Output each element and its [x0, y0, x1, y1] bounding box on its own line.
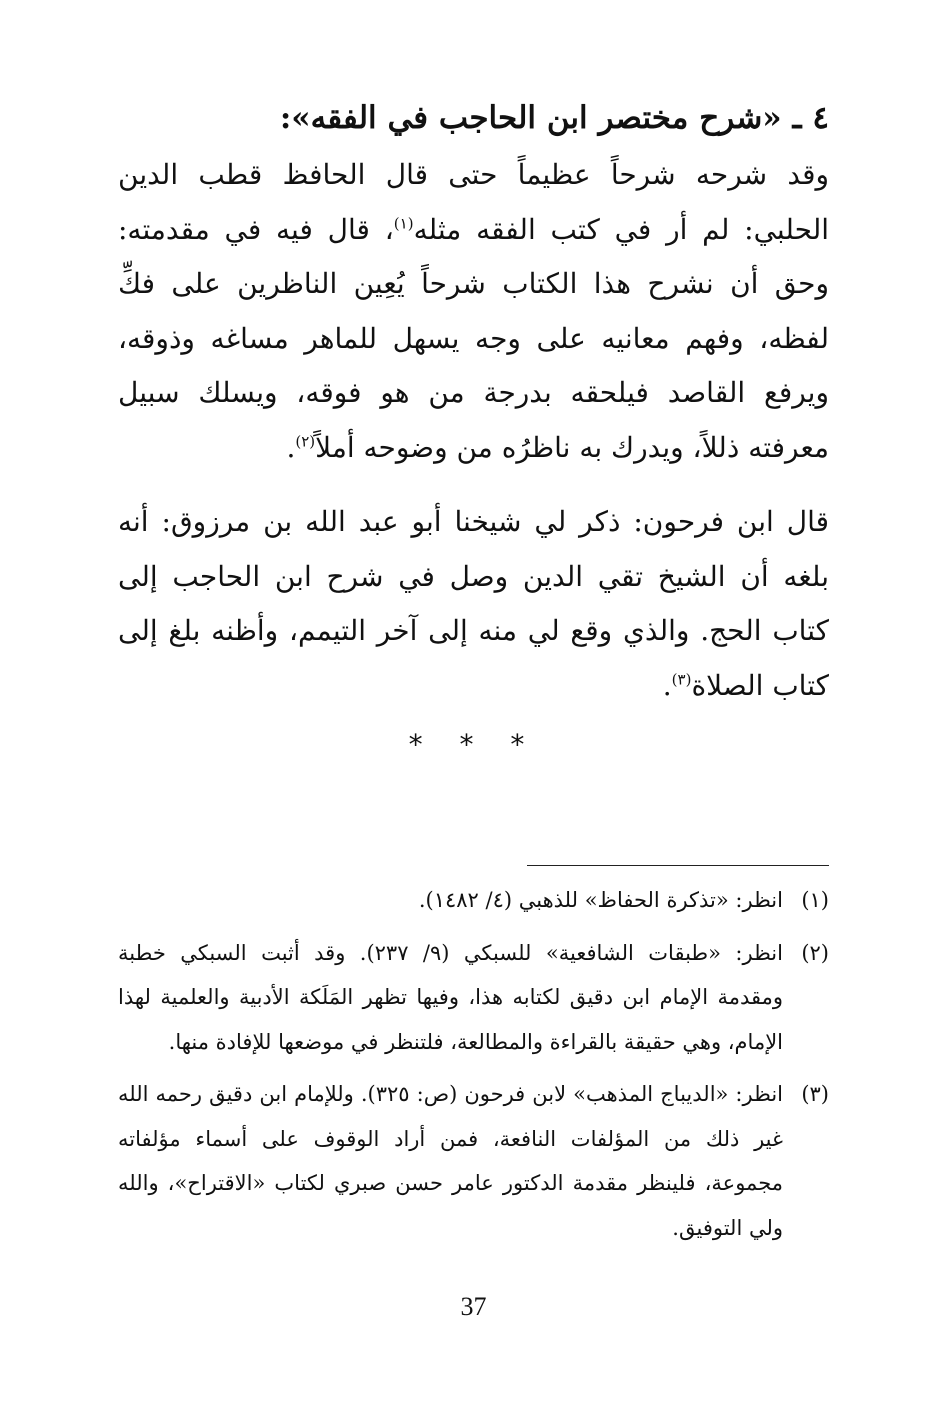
footnote-separator-line — [527, 865, 829, 866]
paragraph-text: قال ابن فرحون: ذكر لي شيخنا أبو عبد الله بن مرزوق: أنه بلغه أن الشيخ تقي الدين وصل في شرح ابن الحاجب إلى كتاب الحج. والذي وقع لي منه إلى آخر التيمم، وأظنه بلغ إلى كتاب الصلاة — [118, 505, 829, 702]
paragraph-text: وقد شرحه شرحاً عظيماً حتى قال الحافظ قطب الدين الحلبي: لم أر في كتب الفقه مثله — [118, 158, 830, 246]
footnote-number: (٢) — [801, 940, 829, 965]
paragraph-text: ، قال فيه في مقدمته: وحق أن نشرح هذا الكتاب شرحاً يُعِين الناظرين على فكِّ لفظه، وفهم معانيه على وجه يسهل للماهر مساغه وذوقه، ويرفع القاصد فيلحقه بدرجة من هو فوقه، ويسلك سبيل معرفته ذللاً، ويدرك به ناظرُه من وضوحه أملاً — [118, 212, 829, 464]
footnote-ref-2: (٢) — [295, 432, 316, 451]
footnote-1 — [118, 878, 829, 923]
footnote-number: (٣) — [801, 1082, 829, 1106]
main-text — [118, 92, 829, 713]
footnotes — [118, 878, 829, 1258]
footnote-3 — [118, 1072, 829, 1250]
footnote-text: انظر: «طبقات الشافعية» للسبكي (٩/ ٢٣٧). وقد أثبت السبكي خطبة ومقدمة الإمام ابن دقيق لكتابه هذا، وفيها تظهر المَلَكة الأدبية والعلمية لهذا الإمام، وهي حقيقة بالقراءة والمطالعة، فلتنظر في موضعها للإفادة منها. — [118, 940, 783, 1054]
footnote-text: انظر: «تذكرة الحفاظ» للذهبي (٤/ ١٤٨٢). — [418, 888, 783, 912]
section-heading: ٤ ـ «شرح مختصر ابن الحاجب في الفقه»: — [279, 100, 829, 136]
footnote-2 — [118, 931, 829, 1065]
footnote-number: (١) — [801, 888, 829, 912]
footnote-ref-1: (١) — [393, 214, 414, 233]
footnote-ref-3: (٣) — [671, 670, 692, 689]
paragraph-text: . — [662, 668, 672, 702]
paragraph-text: . — [286, 430, 296, 464]
footnote-text: انظر: «الديباج المذهب» لابن فرحون (ص: ٣٢٥). وللإمام ابن دقيق رحمه الله غير ذلك من المؤلفات النافعة، فمن أراد الوقوف على أسماء مؤلفاته مجموعة، فلينظر مقدمة الدكتور عامر حسن صبري لكتاب «الاقتراح»، والله ولي التوفيق. — [118, 1082, 783, 1240]
paragraph-1 — [118, 148, 829, 475]
page-number: 37 — [460, 1292, 487, 1321]
section-divider-ornament: * * * — [408, 728, 539, 761]
paragraph-2 — [118, 495, 829, 713]
